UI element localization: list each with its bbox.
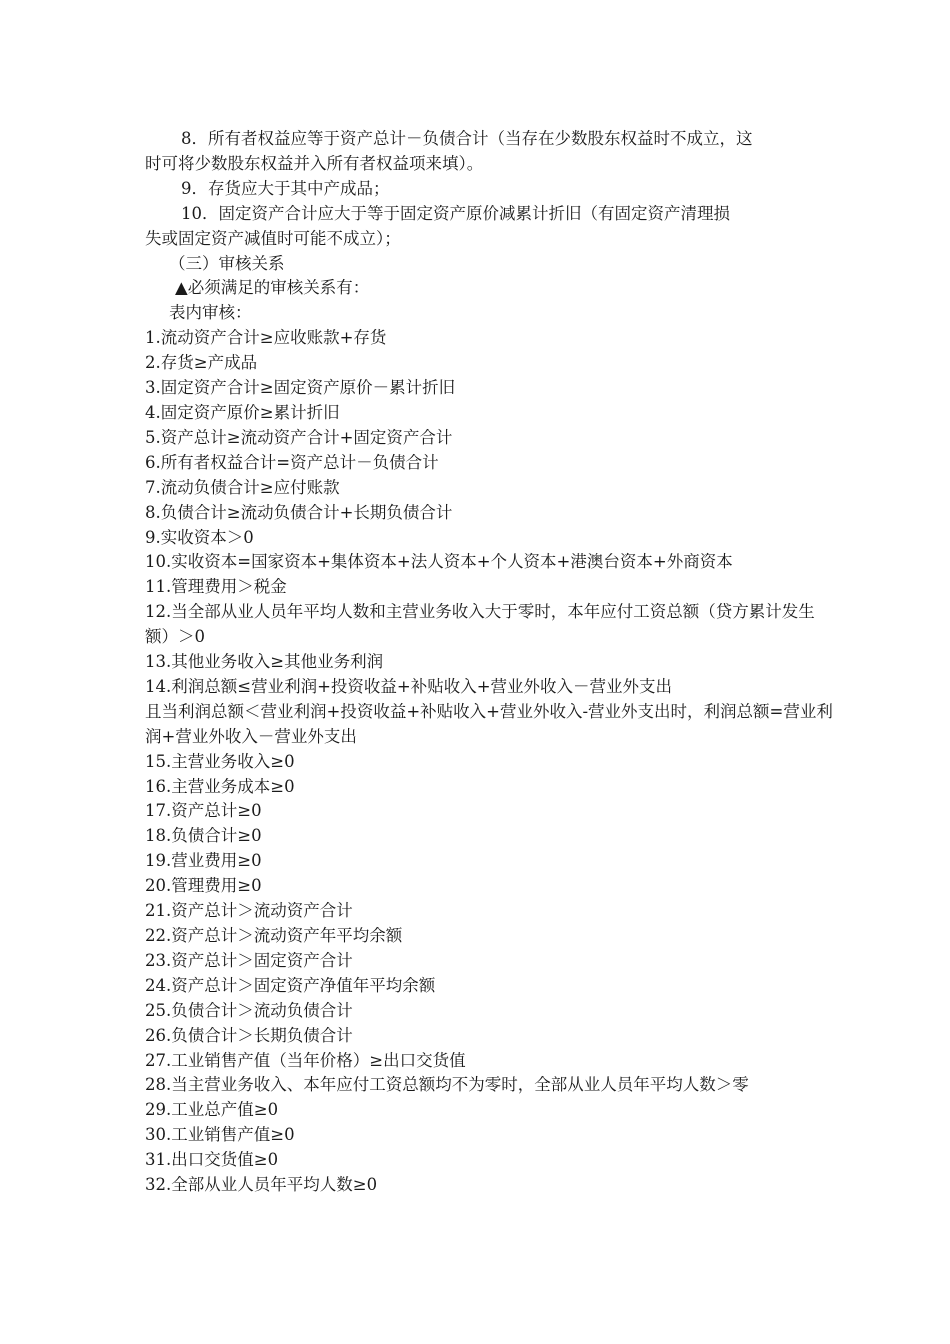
rule-item: 11.管理费用＞税金 [145,577,287,597]
document-page [145,127,835,1198]
rule-item: 19.营业费用≥0 [145,851,262,871]
rule-item: 31.出口交货值≥0 [145,1150,279,1170]
rule-item: 7.流动负债合计≥应付账款 [145,477,340,497]
rule-item: 6.所有者权益合计=资产总计－负债合计 [145,452,439,472]
rule-item: 30.工业销售产值≥0 [145,1125,295,1145]
rule-item: 3.固定资产合计≥固定资产原价－累计折旧 [145,378,456,398]
rule-item: 21.资产总计＞流动资产合计 [145,901,353,921]
inner-audit-heading: 表内审核： [169,303,252,323]
rule-item: 14.利润总额≤营业利润+投资收益+补贴收入+营业外收入－营业外支出 [145,676,673,696]
rule-item: 16.主营业务成本≥0 [145,776,295,796]
paragraph-item-8-cont: 时可将少数股东权益并入所有者权益项来填）。 [145,153,484,173]
rule-item: 1.流动资产合计≥应收账款+存货 [145,328,387,348]
rule-item: 32.全部从业人员年平均人数≥0 [145,1175,378,1195]
paragraph-item-10: 10．固定资产合计应大于等于固定资产原价减累计折旧（有固定资产清理损 [181,203,730,223]
rule-item: 4.固定资产原价≥累计折旧 [145,402,340,422]
rule-item: 15.主营业务收入≥0 [145,751,295,771]
rule-item: 18.负债合计≥0 [145,826,262,846]
rule-item: 25.负债合计＞流动负债合计 [145,1000,353,1020]
rule-item: 10.实收资本=国家资本+集体资本+法人资本+个人资本+港澳台资本+外商资本 [145,552,733,572]
rule-item: 29.工业总产值≥0 [145,1100,279,1120]
rule-item: 20.管理费用≥0 [145,876,262,896]
must-satisfy-heading: ▲必须满足的审核关系有： [175,278,370,298]
rule-item: 24.资产总计＞固定资产净值年平均余额 [145,975,436,995]
rule-item: 17.资产总计≥0 [145,801,262,821]
rule-item: 5.资产总计≥流动资产合计+固定资产合计 [145,427,453,447]
rule-item: 12.当全部从业人员年平均人数和主营业务收入大于零时，本年应付工资总额（贷方累计发生额）＞0 [145,602,815,647]
rule-item: 27.工业销售产值（当年价格）≥出口交货值 [145,1050,466,1070]
rule-item: 22.资产总计＞流动资产年平均余额 [145,926,403,945]
rules-list [145,326,835,1198]
rule-item: 13.其他业务收入≥其他业务利润 [145,652,384,672]
rule-item: 且当利润总额＜营业利润+投资收益+补贴收入+营业外收入-营业外支出时，利润总额=营业利润+营业外收入－营业外支出 [145,701,833,746]
rule-item: 23.资产总计＞固定资产合计 [145,950,353,970]
paragraph-item-10-cont: 失或固定资产减值时可能不成立）； [145,228,401,248]
paragraph-item-8: 8．所有者权益应等于资产总计－负债合计（当存在少数股东权益时不成立，这 [181,129,753,148]
rule-item: 9.实收资本＞0 [145,527,254,547]
rule-item: 26.负债合计＞长期负债合计 [145,1025,353,1045]
rule-item: 28.当主营业务收入、本年应付工资总额均不为零时，全部从业人员年平均人数＞零 [145,1075,749,1095]
paragraph-item-9: 9．存货应大于其中产成品； [181,178,390,198]
rule-item: 8.负债合计≥流动负债合计+长期负债合计 [145,502,453,522]
rule-item: 2.存货≥产成品 [145,353,258,373]
section-heading: （三）审核关系 [169,253,285,273]
